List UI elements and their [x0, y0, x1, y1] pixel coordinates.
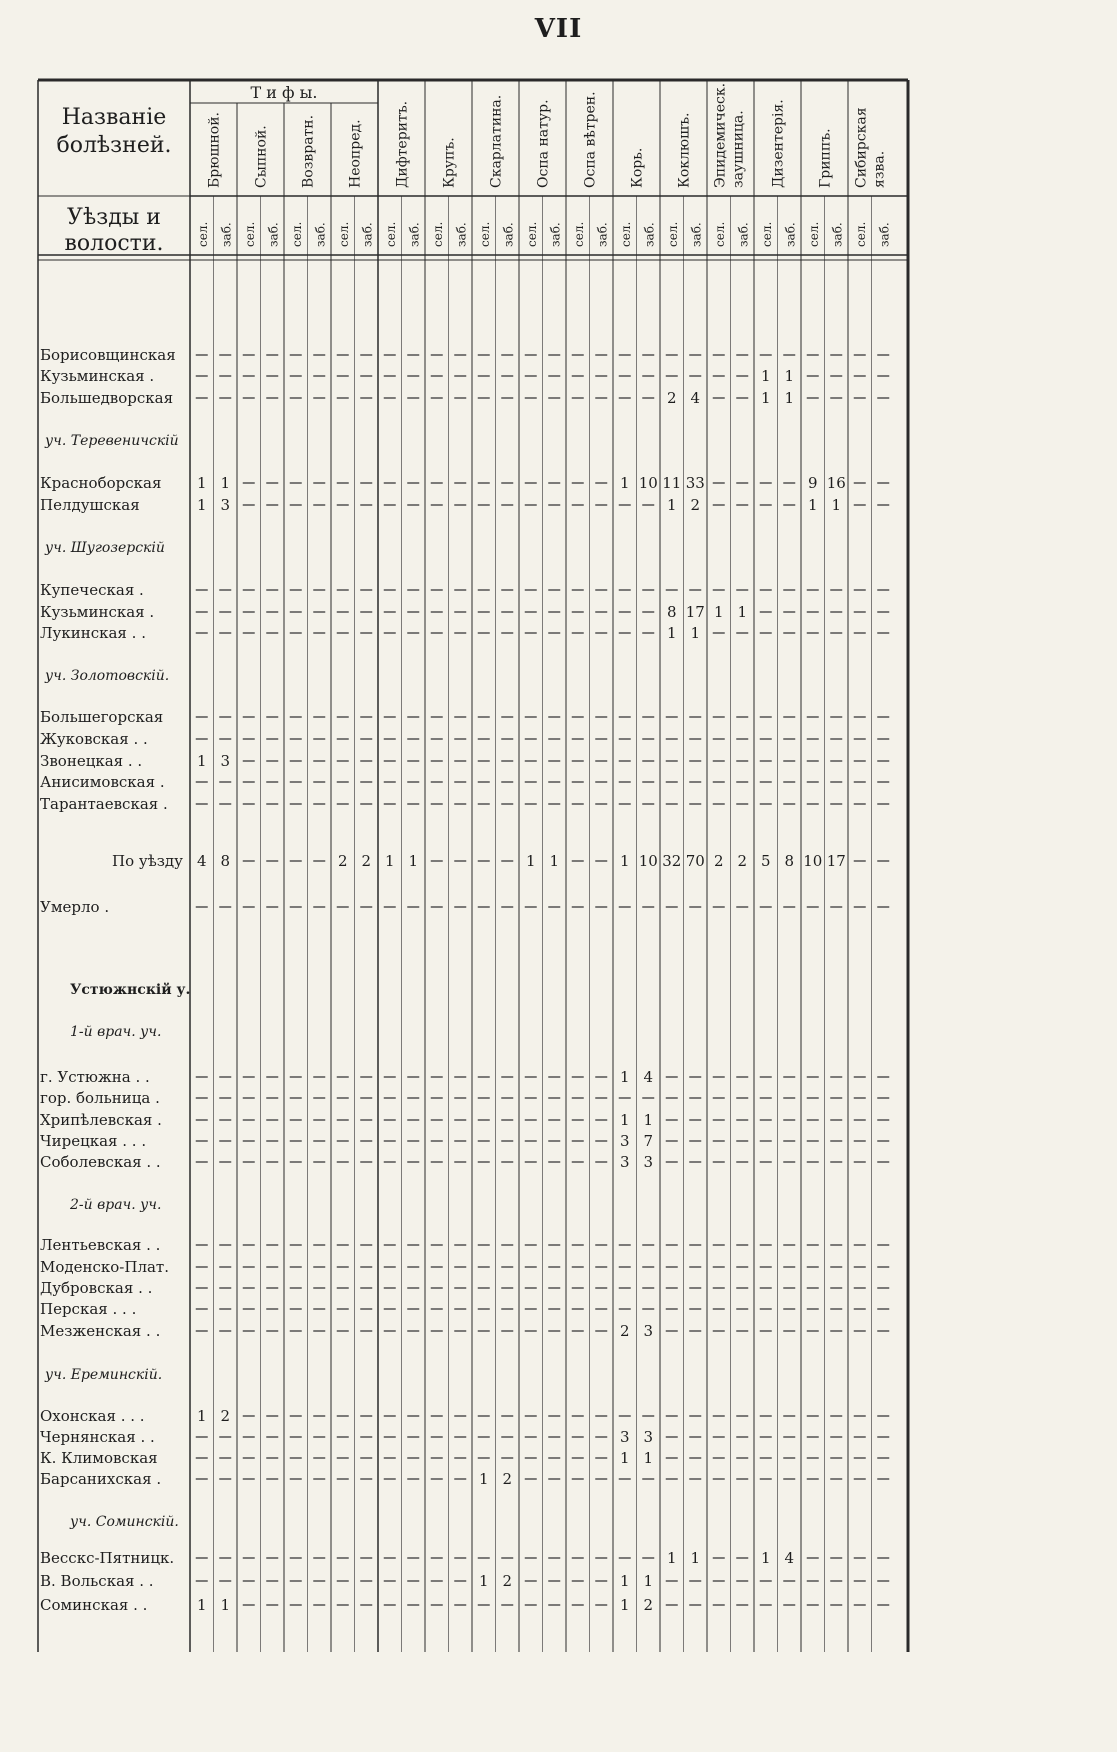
column-header: Дифтеритъ.: [394, 100, 411, 188]
column-header: Корь.: [629, 147, 646, 188]
cell-value: 1: [619, 474, 630, 492]
cell-value: 2: [666, 389, 677, 407]
cell-value: 3: [643, 1428, 654, 1446]
subcolumn-header: сел.: [853, 221, 868, 247]
cell-value: 1: [384, 852, 395, 870]
cell-value: 8: [220, 852, 231, 870]
row-label: Чернянская . .: [40, 1428, 155, 1446]
cell-value: 2: [737, 852, 748, 870]
cell-value: 1: [737, 603, 748, 621]
subcolumn-header: заб.: [501, 222, 516, 247]
row-label: Весскс-Пятницк.: [40, 1549, 175, 1567]
section-heading: уч. Шугозерскій: [45, 540, 165, 556]
row-label: Лентьевская . .: [40, 1236, 161, 1254]
cell-value: 1: [619, 1111, 630, 1129]
row-label: Борисовщинская: [40, 346, 176, 364]
cell-value: 9: [807, 474, 818, 492]
subcolumn-header: сел.: [759, 221, 774, 247]
cell-value: 4: [690, 389, 701, 407]
cell-value: 1: [196, 496, 207, 514]
cell-value: 5: [760, 852, 771, 870]
cell-value: 1: [666, 496, 677, 514]
cell-value: 1: [478, 1470, 489, 1488]
row-label: Кузьминская .: [40, 367, 155, 385]
row-label: Лукинская . .: [40, 624, 146, 642]
cell-value: 8: [784, 852, 795, 870]
row-label: Жуковская . .: [40, 730, 148, 748]
corner-district-label-2: волости.: [64, 231, 164, 256]
row-label: Большегорская: [40, 708, 164, 726]
cell-value: 2: [502, 1572, 513, 1590]
cell-value: 11: [662, 474, 682, 492]
cell-value: 3: [220, 496, 231, 514]
column-header: Эпидемическ.: [712, 82, 729, 188]
column-header: Крупъ.: [441, 137, 458, 188]
row-label: гор. больница .: [40, 1089, 160, 1107]
cell-value: 1: [220, 474, 231, 492]
subcolumn-header: заб.: [548, 222, 563, 247]
total-row-label: По уѣзду: [112, 852, 183, 870]
row-label: Охонская . . .: [40, 1407, 145, 1425]
column-header: Гриппъ.: [817, 128, 834, 188]
row-label: Большедворская: [40, 389, 174, 407]
cell-value: 1: [196, 1596, 207, 1614]
cell-value: 1: [619, 852, 630, 870]
cell-value: 1: [196, 1407, 207, 1425]
cell-value: 1: [408, 852, 419, 870]
subcolumn-header: заб.: [266, 222, 281, 247]
cell-value: 1: [760, 1549, 771, 1567]
column-header: Оспа вѣтрен.: [582, 91, 599, 188]
section-heading: уч. Золотовскій.: [45, 668, 170, 684]
column-header: Скарлатина.: [488, 94, 505, 188]
corner-disease-label-2: болѣзней.: [56, 133, 172, 158]
row-label: Пелдушская: [40, 496, 140, 514]
row-label: Соболевская . .: [40, 1153, 161, 1171]
subcolumn-header: сел.: [289, 221, 304, 247]
cell-value: 1: [478, 1572, 489, 1590]
cell-value: 8: [666, 603, 677, 621]
subcolumn-header: сел.: [383, 221, 398, 247]
cell-value: 1: [619, 1068, 630, 1086]
cell-value: 16: [826, 474, 846, 492]
cell-value: 1: [807, 496, 818, 514]
subcolumn-header: заб.: [219, 222, 234, 247]
subcolumn-header: сел.: [665, 221, 680, 247]
subcolumn-header: сел.: [336, 221, 351, 247]
cell-value: 4: [196, 852, 207, 870]
section-heading: уч. Теревеничскій: [45, 433, 179, 449]
subcolumn-header: заб.: [313, 222, 328, 247]
row-label: Тарантаевская .: [40, 795, 168, 813]
subcolumn-header: сел.: [806, 221, 821, 247]
cell-value: 1: [619, 1572, 630, 1590]
subcolumn-header: заб.: [642, 222, 657, 247]
row-label: Хрипѣлевская .: [40, 1111, 162, 1129]
cell-value: 1: [220, 1596, 231, 1614]
section-heading: уч. Ереминскій.: [45, 1367, 163, 1383]
cell-value: 1: [784, 389, 795, 407]
corner-disease-label-1: Названіе: [61, 105, 167, 130]
cell-value: 1: [831, 496, 842, 514]
subcolumn-header: заб.: [783, 222, 798, 247]
cell-value: 1: [525, 852, 536, 870]
row-label: Моденско-Плат.: [40, 1258, 169, 1276]
column-header: Возвратн.: [300, 114, 317, 188]
cell-value: 1: [643, 1572, 654, 1590]
row-label: Мезженская . .: [40, 1322, 161, 1340]
cell-value: 3: [619, 1153, 630, 1171]
subcolumn-header: заб.: [736, 222, 751, 247]
cell-value: 1: [690, 624, 701, 642]
row-label: Кузьминская .: [40, 603, 155, 621]
cell-value: 1: [196, 752, 207, 770]
cell-value: 3: [619, 1132, 630, 1150]
cell-value: 3: [619, 1428, 630, 1446]
column-header: язва.: [871, 150, 888, 188]
column-header: Дизентерія.: [770, 99, 787, 188]
cell-value: 10: [803, 852, 823, 870]
row-label: Звонецкая . .: [40, 752, 143, 770]
subcolumn-header: сел.: [618, 221, 633, 247]
row-label: Красноборская: [40, 474, 162, 492]
row-label: Дубровская . .: [40, 1279, 153, 1297]
subcolumn-header: сел.: [477, 221, 492, 247]
section-heading: 1-й врач. уч.: [70, 1024, 162, 1040]
column-header: Оспа натур.: [535, 99, 552, 188]
cell-value: 4: [643, 1068, 654, 1086]
cell-value: 2: [337, 852, 348, 870]
cell-value: 3: [220, 752, 231, 770]
cell-value: 4: [784, 1549, 795, 1567]
section-heading: уч. Соминскій.: [70, 1514, 179, 1530]
cell-value: 1: [690, 1549, 701, 1567]
column-header: Неопред.: [347, 119, 364, 188]
cell-value: 2: [690, 496, 701, 514]
typhus-group-label: Т и ф ы.: [250, 83, 318, 102]
cell-value: 1: [784, 367, 795, 385]
column-header: Брюшной.: [206, 112, 223, 188]
cell-value: 1: [666, 1549, 677, 1567]
subcolumn-header: сел.: [242, 221, 257, 247]
subcolumn-header: заб.: [830, 222, 845, 247]
cell-value: 1: [666, 624, 677, 642]
cell-value: 1: [760, 389, 771, 407]
row-label: Чирецкая . . .: [40, 1132, 147, 1150]
cell-value: 2: [502, 1470, 513, 1488]
cell-value: 1: [643, 1449, 654, 1467]
row-label: Умерло .: [40, 898, 110, 916]
column-header: Сыпной.: [253, 125, 270, 188]
cell-value: 2: [643, 1596, 654, 1614]
cell-value: 3: [643, 1322, 654, 1340]
subcolumn-header: заб.: [407, 222, 422, 247]
cell-value: 17: [685, 603, 705, 621]
cell-value: 10: [638, 474, 658, 492]
row-label: Соминская . .: [40, 1596, 148, 1614]
cell-value: 1: [619, 1449, 630, 1467]
row-label: Барсанихская .: [40, 1470, 162, 1488]
row-label: В. Вольская . .: [40, 1572, 154, 1590]
subcolumn-header: заб.: [360, 222, 375, 247]
cell-value: 1: [619, 1596, 630, 1614]
subcolumn-header: сел.: [430, 221, 445, 247]
column-header: заушница.: [730, 110, 747, 188]
subcolumn-header: заб.: [454, 222, 469, 247]
subcolumn-header: заб.: [877, 222, 892, 247]
corner-district-label-1: Уѣзды и: [67, 205, 161, 230]
cell-value: 3: [643, 1153, 654, 1171]
row-label: Анисимовская .: [40, 773, 165, 791]
subcolumn-header: сел.: [524, 221, 539, 247]
page-number: VII: [534, 14, 583, 44]
cell-value: 2: [713, 852, 724, 870]
district-heading: Устюжнскій у.: [70, 982, 191, 998]
cell-value: 1: [643, 1111, 654, 1129]
column-header: Сибирская: [853, 107, 870, 188]
subcolumn-header: заб.: [595, 222, 610, 247]
subcolumn-header: сел.: [712, 221, 727, 247]
cell-value: 1: [196, 474, 207, 492]
cell-value: 17: [826, 852, 846, 870]
cell-value: 10: [638, 852, 658, 870]
subcolumn-header: заб.: [689, 222, 704, 247]
cell-value: 70: [685, 852, 705, 870]
subcolumn-header: сел.: [571, 221, 586, 247]
row-label: К. Климовская: [40, 1449, 158, 1467]
cell-value: 2: [361, 852, 372, 870]
cell-value: 1: [760, 367, 771, 385]
cell-value: 1: [713, 603, 724, 621]
cell-value: 32: [662, 852, 682, 870]
cell-value: 7: [643, 1132, 654, 1150]
cell-value: 2: [220, 1407, 231, 1425]
section-heading: 2-й врач. уч.: [70, 1197, 162, 1213]
subcolumn-header: сел.: [195, 221, 210, 247]
row-label: Перская . . .: [40, 1300, 137, 1318]
cell-value: 2: [619, 1322, 630, 1340]
row-label: г. Устюжна . .: [40, 1068, 150, 1086]
column-header: Коклюшъ.: [676, 112, 693, 188]
cell-value: 1: [549, 852, 560, 870]
row-label: Купеческая .: [40, 581, 144, 599]
cell-value: 33: [685, 474, 705, 492]
